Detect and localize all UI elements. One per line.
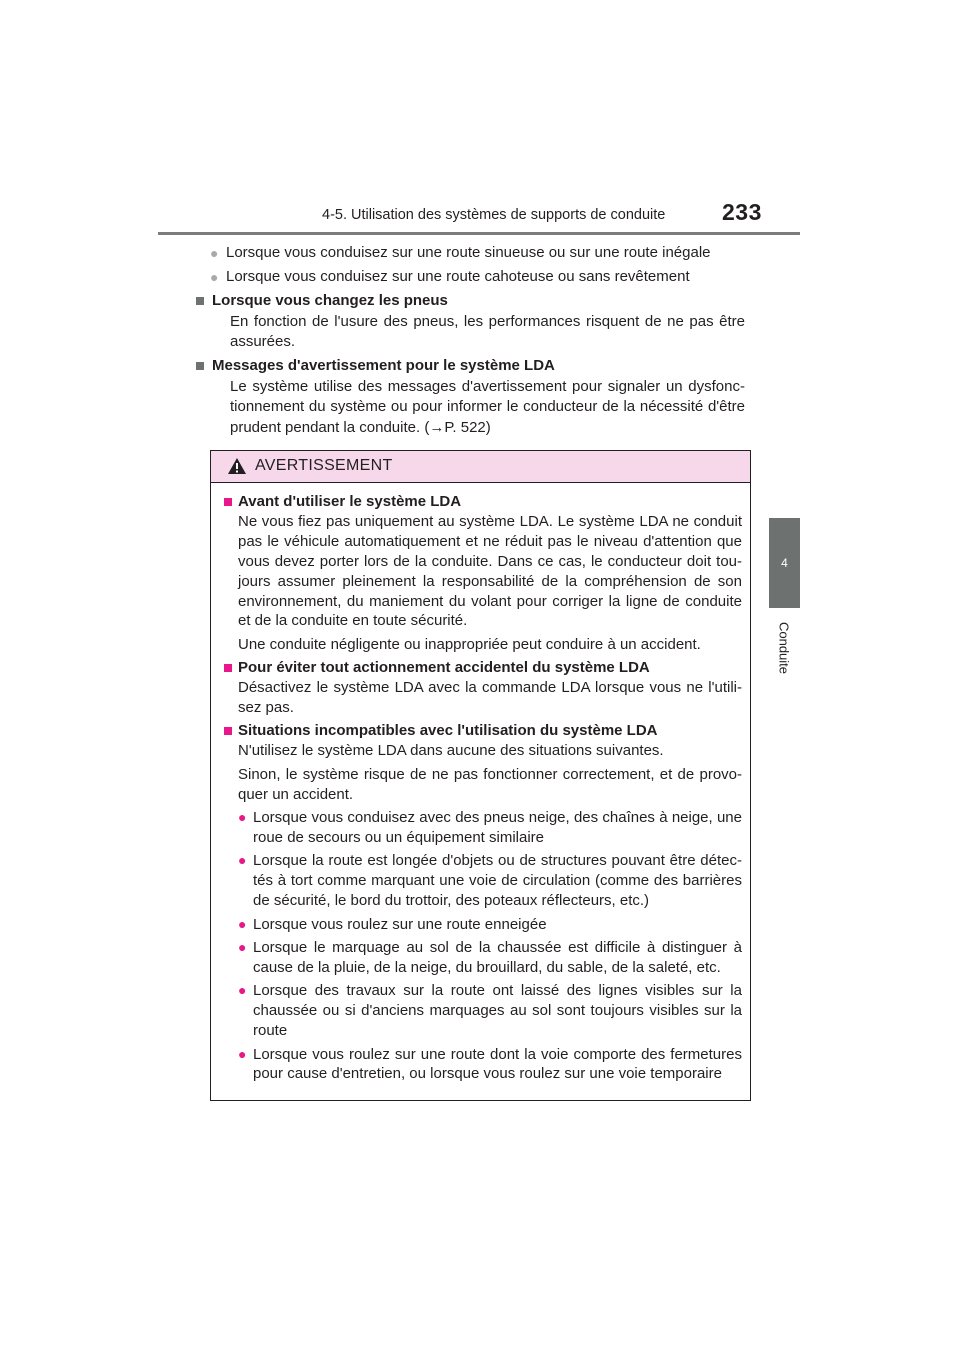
square-bullet-icon: [196, 362, 204, 370]
square-bullet-icon: [224, 727, 232, 735]
bullet-icon: ●: [238, 939, 247, 956]
page-number: 233: [722, 199, 762, 225]
warning-paragraph: Sinon, le système risque de ne pas fonctionner correctement, et de provo-quer un accident.: [238, 765, 742, 803]
section-title: 4-5. Utilisation des systèmes de supports de conduite: [322, 207, 666, 223]
section-heading: Messages d'avertissement pour le système LDA: [210, 356, 745, 377]
list-item: ● Lorsque vous roulez sur une route enneigée: [238, 915, 547, 933]
list-item: ● Lorsque le marquage au sol de la chaussée est difficile à distinguer à cause de la pluie, de la neige, du brouillard, du sable, de la saleté, etc.: [238, 939, 742, 976]
warning-paragraph: Ne vous fiez pas uniquement au système LDA. Le système LDA ne conduit pas le véhicule automatiquement et ne réduit pas le niveau d'attention que vous devez porter lors de la conduite. Dans ce cas, le conducteur doit tou-jours assumer pleinement la responsabilité de la compréhension de son environnement, du maniement du volant pour corriger la ligne de conduite et de la conduite en toute sécurité.: [238, 512, 742, 630]
list-item: ● Lorsque vous conduisez sur une route cahoteuse ou sans revêtement: [210, 267, 745, 288]
square-bullet-icon: [224, 498, 232, 506]
list-item: ● Lorsque la route est longée d'objets ou de structures pouvant être détec-tés à tort comme marquant une voie de circulation (comme des barrières de sécurité, le bord du trottoir, des poteaux réflecteurs, etc.): [238, 852, 742, 910]
list-item: ● Lorsque des travaux sur la route ont laissé des lignes visibles sur la chaussée ou si d'anciens marquages au sol sont toujours visibles sur la route: [238, 982, 742, 1040]
warning-triangle-icon: [227, 457, 247, 479]
bullet-icon: ●: [210, 245, 219, 261]
square-bullet-icon: [224, 664, 232, 672]
bullet-icon: ●: [238, 915, 247, 932]
header-divider: [158, 232, 800, 235]
warning-block-heading: Avant d'utiliser le système LDA: [230, 492, 742, 512]
chapter-tab: [769, 518, 800, 608]
section-text: Le système utilise des messages d'avertissement pour signaler un dysfonc-tionnement du système ou pour informer le conducteur de la nécessité d'être prudent pendant la conduite. (→P. 522): [230, 377, 745, 436]
chapter-label: Conduite: [776, 621, 792, 675]
warning-paragraph: N'utilisez le système LDA dans aucune des situations suivantes.: [238, 742, 664, 760]
warning-block-heading: Pour éviter tout actionnement accidentel du système LDA: [230, 658, 742, 678]
square-bullet-icon: [196, 297, 204, 305]
main-content: [210, 243, 745, 442]
bullet-icon: ●: [238, 982, 247, 999]
warning-body: [211, 483, 750, 1084]
warning-box: [210, 450, 751, 1101]
warning-header: [211, 451, 750, 483]
bullet-icon: ●: [210, 269, 219, 285]
list-item: ● Lorsque vous roulez sur une route dont la voie comporte des fermetures pour cause d'entretien, ou lorsque vous roulez sur une voie temporaire: [238, 1045, 742, 1083]
bullet-icon: ●: [238, 1045, 247, 1062]
section-heading: Lorsque vous changez les pneus: [210, 291, 745, 312]
bullet-icon: ●: [238, 852, 247, 869]
list-item: ● Lorsque vous conduisez sur une route sinueuse ou sur une route inégale: [210, 243, 745, 264]
warning-paragraph: Une conduite négligente ou inappropriée peut conduire à un accident.: [238, 635, 701, 653]
chapter-number: 4: [781, 556, 788, 570]
warning-block-heading: Situations incompatibles avec l'utilisation du système LDA: [230, 721, 742, 741]
bullet-icon: ●: [238, 809, 247, 826]
section-text: En fonction de l'usure des pneus, les performances risquent de ne pas être assurées.: [230, 312, 745, 350]
warning-paragraph: Désactivez le système LDA avec la commande LDA lorsque vous ne l'utili-sez pas.: [238, 679, 742, 717]
list-item: ● Lorsque vous conduisez avec des pneus neige, des chaînes à neige, une roue de secours ou un équipement similaire: [238, 809, 742, 846]
warning-title: AVERTISSEMENT: [255, 457, 393, 474]
